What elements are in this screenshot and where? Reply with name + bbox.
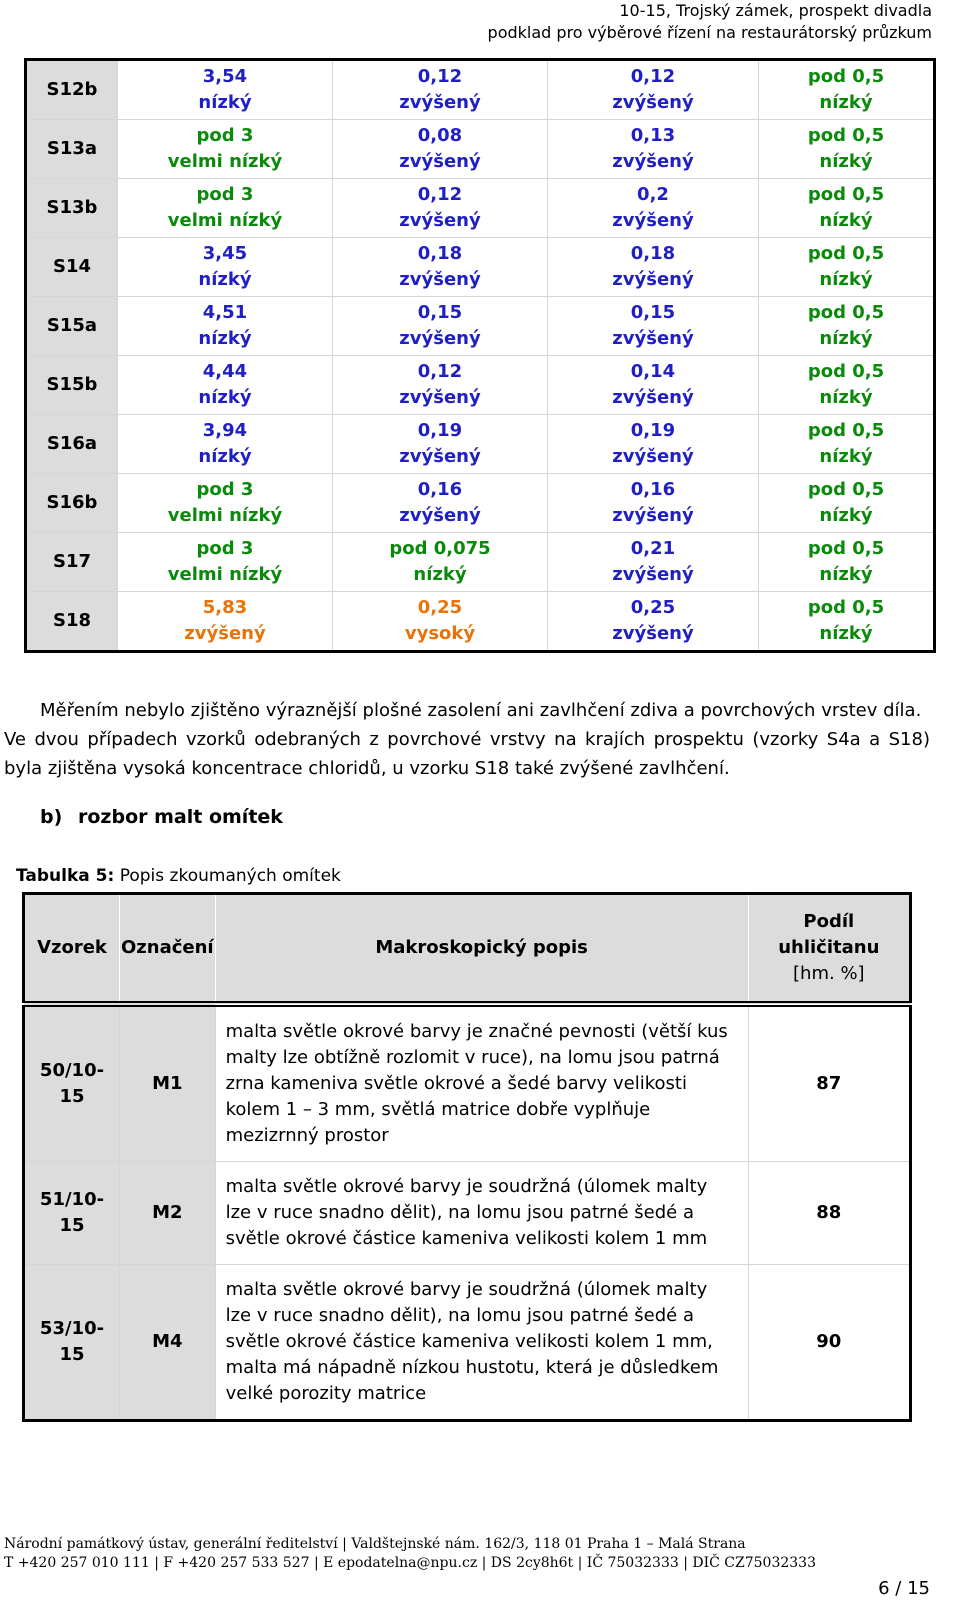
measurement-value: pod 3	[196, 479, 254, 500]
measurement-level: zvýšený	[399, 387, 481, 408]
measurement-cell	[548, 356, 759, 415]
measurement-value: pod 0,5	[807, 302, 885, 323]
header-description: Makroskopický popis	[215, 894, 748, 1005]
measurement-value: pod 0,5	[807, 420, 885, 441]
measurement-level: zvýšený	[399, 328, 481, 349]
measurement-value: 0,13	[630, 125, 676, 146]
measurement-value: pod 0,5	[807, 243, 885, 264]
measurement-value: 0,14	[630, 361, 676, 382]
measurement-level: nízký	[819, 387, 873, 408]
page-footer	[4, 1535, 816, 1573]
measurement-cell	[118, 120, 333, 179]
measurement-level: zvýšený	[399, 446, 481, 467]
measurement-level: zvýšený	[612, 151, 694, 172]
measurement-level: zvýšený	[612, 387, 694, 408]
measurement-cell	[118, 474, 333, 533]
measurement-cell	[333, 120, 548, 179]
table-row	[26, 533, 935, 592]
sample-label: S15b	[26, 356, 118, 415]
measurement-value: 0,25	[630, 597, 676, 618]
description-cell: malta světle okrové barvy je soudržná (úlomek malty lze v ruce snadno dělit), na lomu jsou patrné šedé a světle okrové částice kameniva velikosti kolem 1 mm	[215, 1162, 748, 1265]
measurement-cell	[548, 179, 759, 238]
measurement-cell	[118, 592, 333, 652]
measurement-value: pod 3	[196, 125, 254, 146]
sample-label: S18	[26, 592, 118, 652]
measurement-level: nízký	[198, 328, 252, 349]
measurement-cell	[759, 120, 935, 179]
section-title: rozbor malt omítek	[78, 806, 283, 828]
measurement-cell	[759, 474, 935, 533]
table-row	[26, 297, 935, 356]
measurement-level: nízký	[413, 564, 467, 585]
measurement-value: 3,94	[202, 420, 248, 441]
measurement-level: vysoký	[404, 623, 476, 644]
page-header	[488, 0, 932, 44]
measurement-value: 0,25	[417, 597, 463, 618]
measurement-cell	[118, 238, 333, 297]
measurement-value: pod 0,5	[807, 361, 885, 382]
measurement-level: zvýšený	[612, 446, 694, 467]
measurement-value: 0,21	[630, 538, 676, 559]
measurement-value: pod 0,5	[807, 125, 885, 146]
measurement-level: nízký	[819, 446, 873, 467]
measurement-value: pod 0,5	[807, 538, 885, 559]
header-subtitle: podklad pro výběrové řízení na restaurátorský průzkum	[487, 23, 932, 42]
footer-contacts: T +420 257 010 111 | F +420 257 533 527 | E epodatelna@npu.cz | DS 2cy8h6t | IČ 75032333 | DIČ CZ75032333	[4, 1555, 816, 1571]
description-cell: malta světle okrové barvy je značné pevnosti (větší kus malty lze obtížně rozlomit v ruce), na lomu jsou patrná zrna kameniva světle okrové a šedé barvy velikosti kolem 1 – 3 mm, světlá matrice dobře vyplňuje mezizrnný prostor	[215, 1004, 748, 1162]
measurement-level: velmi nízký	[167, 564, 283, 585]
sample-label: S13a	[26, 120, 118, 179]
measurement-cell	[333, 415, 548, 474]
table-row	[24, 1162, 911, 1265]
measurement-cell	[548, 415, 759, 474]
measurement-level: nízký	[198, 92, 252, 113]
measurement-cell	[118, 356, 333, 415]
measurement-cell	[759, 60, 935, 120]
header-title: 10-15, Trojský zámek, prospekt divadla	[619, 1, 932, 20]
table-row	[26, 592, 935, 652]
measurement-level: zvýšený	[612, 210, 694, 231]
table-row	[26, 415, 935, 474]
header-share-unit: [hm. %]	[793, 963, 865, 984]
measurement-value: 0,18	[630, 243, 676, 264]
measurement-value: pod 3	[196, 184, 254, 205]
designation-cell: M4	[120, 1265, 216, 1421]
caption-text: Popis zkoumaných omítek	[119, 866, 341, 886]
measurement-value: pod 0,5	[807, 66, 885, 87]
measurement-level: zvýšený	[399, 151, 481, 172]
measurement-value: pod 0,5	[807, 184, 885, 205]
measurement-level: nízký	[198, 446, 252, 467]
measurement-cell	[759, 297, 935, 356]
measurement-cell	[118, 415, 333, 474]
measurement-value: 3,45	[202, 243, 248, 264]
paragraph-line-2: Ve dvou případech vzorků odebraných z povrchové vrstvy na krajích prospektu (vzorky S4a a S18) byla zjištěna vysoká koncentrace chloridů, u vzorku S18 také zvýšené zavlhčení.	[4, 729, 930, 779]
table-row	[26, 60, 935, 120]
measurement-value: 0,08	[417, 125, 463, 146]
measurement-level: nízký	[819, 92, 873, 113]
header-designation: Označení	[120, 894, 216, 1005]
measurement-value: 3,54	[202, 66, 248, 87]
measurement-level: zvýšený	[612, 328, 694, 349]
section-number: b)	[40, 806, 63, 828]
measurement-level: velmi nízký	[167, 210, 283, 231]
header-share-line1: Podíl	[803, 911, 855, 932]
measurement-cell	[118, 60, 333, 120]
measurement-level: zvýšený	[399, 505, 481, 526]
measurement-value: 0,15	[630, 302, 676, 323]
measurement-cell	[333, 533, 548, 592]
caption-label: Tabulka 5:	[16, 866, 115, 886]
measurement-value: 0,12	[417, 184, 463, 205]
share-cell: 90	[748, 1265, 910, 1421]
measurement-value: 0,18	[417, 243, 463, 264]
measurement-value: pod 0,5	[807, 479, 885, 500]
share-cell: 88	[748, 1162, 910, 1265]
header-share-line2: uhličitanu	[778, 937, 880, 958]
measurement-value: pod 3	[196, 538, 254, 559]
measurement-cell	[759, 592, 935, 652]
measurement-value: 0,15	[417, 302, 463, 323]
measurement-value: 0,19	[630, 420, 676, 441]
measurement-cell	[759, 179, 935, 238]
measurement-cell	[759, 238, 935, 297]
measurement-level: zvýšený	[612, 92, 694, 113]
sample-label: S16a	[26, 415, 118, 474]
sample-cell: 50/10-15	[24, 1004, 120, 1162]
measurement-value: 0,2	[637, 184, 669, 205]
measurement-value: pod 0,5	[807, 597, 885, 618]
measurement-value: 0,19	[417, 420, 463, 441]
measurement-value: 0,12	[417, 66, 463, 87]
measurement-cell	[548, 592, 759, 652]
measurement-level: zvýšený	[399, 92, 481, 113]
designation-cell: M1	[120, 1004, 216, 1162]
measurement-cell	[118, 179, 333, 238]
measurement-table	[24, 58, 936, 653]
measurement-level: zvýšený	[399, 210, 481, 231]
table-caption	[16, 866, 341, 886]
measurement-level: zvýšený	[612, 564, 694, 585]
measurement-level: zvýšený	[612, 505, 694, 526]
results-paragraph	[4, 696, 930, 783]
measurement-level: nízký	[819, 623, 873, 644]
measurement-value: 5,83	[202, 597, 248, 618]
sample-label: S13b	[26, 179, 118, 238]
measurement-level: nízký	[819, 505, 873, 526]
measurement-level: nízký	[819, 564, 873, 585]
measurement-level: zvýšený	[612, 623, 694, 644]
measurement-cell	[333, 238, 548, 297]
sample-label: S15a	[26, 297, 118, 356]
measurement-level: zvýšený	[184, 623, 266, 644]
measurement-level: nízký	[819, 328, 873, 349]
measurement-cell	[333, 474, 548, 533]
measurement-level: nízký	[819, 151, 873, 172]
measurement-value: 0,12	[630, 66, 676, 87]
measurement-value: 0,16	[417, 479, 463, 500]
measurement-level: nízký	[198, 269, 252, 290]
measurement-cell	[759, 533, 935, 592]
page-number: 6 / 15	[878, 1578, 930, 1599]
measurement-cell	[333, 297, 548, 356]
paragraph-line-1: Měřením nebylo zjištěno výraznější plošné zasolení ani zavlhčení zdiva a povrchových vrstev díla.	[40, 700, 922, 721]
sample-label: S14	[26, 238, 118, 297]
sample-cell: 51/10-15	[24, 1162, 120, 1265]
measurement-cell	[333, 592, 548, 652]
measurement-cell	[118, 533, 333, 592]
measurement-level: zvýšený	[399, 269, 481, 290]
measurement-cell	[548, 297, 759, 356]
measurement-level: nízký	[819, 269, 873, 290]
measurement-level: velmi nízký	[167, 151, 283, 172]
measurement-cell	[333, 356, 548, 415]
measurement-cell	[548, 474, 759, 533]
sample-label: S17	[26, 533, 118, 592]
measurement-level: nízký	[198, 387, 252, 408]
designation-cell: M2	[120, 1162, 216, 1265]
footer-address: Národní památkový ústav, generální ředitelství | Valdštejnské nám. 162/3, 118 01 Praha 1 – Malá Strana	[4, 1536, 746, 1552]
header-share	[748, 894, 910, 1005]
measurement-cell	[333, 179, 548, 238]
description-cell: malta světle okrové barvy je soudržná (úlomek malty lze v ruce snadno dělit), na lomu jsou patrné šedé a světle okrové částice kameniva velikosti kolem 1 mm, malta má nápadně nízkou hustotu, která je důsledkem velké porozity matrice	[215, 1265, 748, 1421]
sample-label: S16b	[26, 474, 118, 533]
measurement-cell	[548, 120, 759, 179]
measurement-cell	[759, 356, 935, 415]
measurement-cell	[548, 60, 759, 120]
measurement-cell	[118, 297, 333, 356]
table-row	[24, 1004, 911, 1162]
measurement-level: velmi nízký	[167, 505, 283, 526]
table-row	[26, 356, 935, 415]
table-row	[26, 120, 935, 179]
sample-label: S12b	[26, 60, 118, 120]
table-row	[24, 1265, 911, 1421]
sample-cell: 53/10-15	[24, 1265, 120, 1421]
measurement-cell	[333, 60, 548, 120]
measurement-level: zvýšený	[612, 269, 694, 290]
measurement-cell	[759, 415, 935, 474]
table-row	[26, 238, 935, 297]
mortar-table-header	[24, 894, 911, 1005]
section-heading	[40, 806, 283, 828]
measurement-value: pod 0,075	[389, 538, 491, 559]
measurement-value: 4,51	[202, 302, 248, 323]
header-sample: Vzorek	[24, 894, 120, 1005]
measurement-cell	[548, 533, 759, 592]
mortar-table	[22, 892, 912, 1422]
measurement-value: 4,44	[202, 361, 248, 382]
share-cell: 87	[748, 1004, 910, 1162]
table-row	[26, 474, 935, 533]
table-row	[26, 179, 935, 238]
measurement-value: 0,12	[417, 361, 463, 382]
measurement-level: nízký	[819, 210, 873, 231]
measurement-value: 0,16	[630, 479, 676, 500]
measurement-cell	[548, 238, 759, 297]
